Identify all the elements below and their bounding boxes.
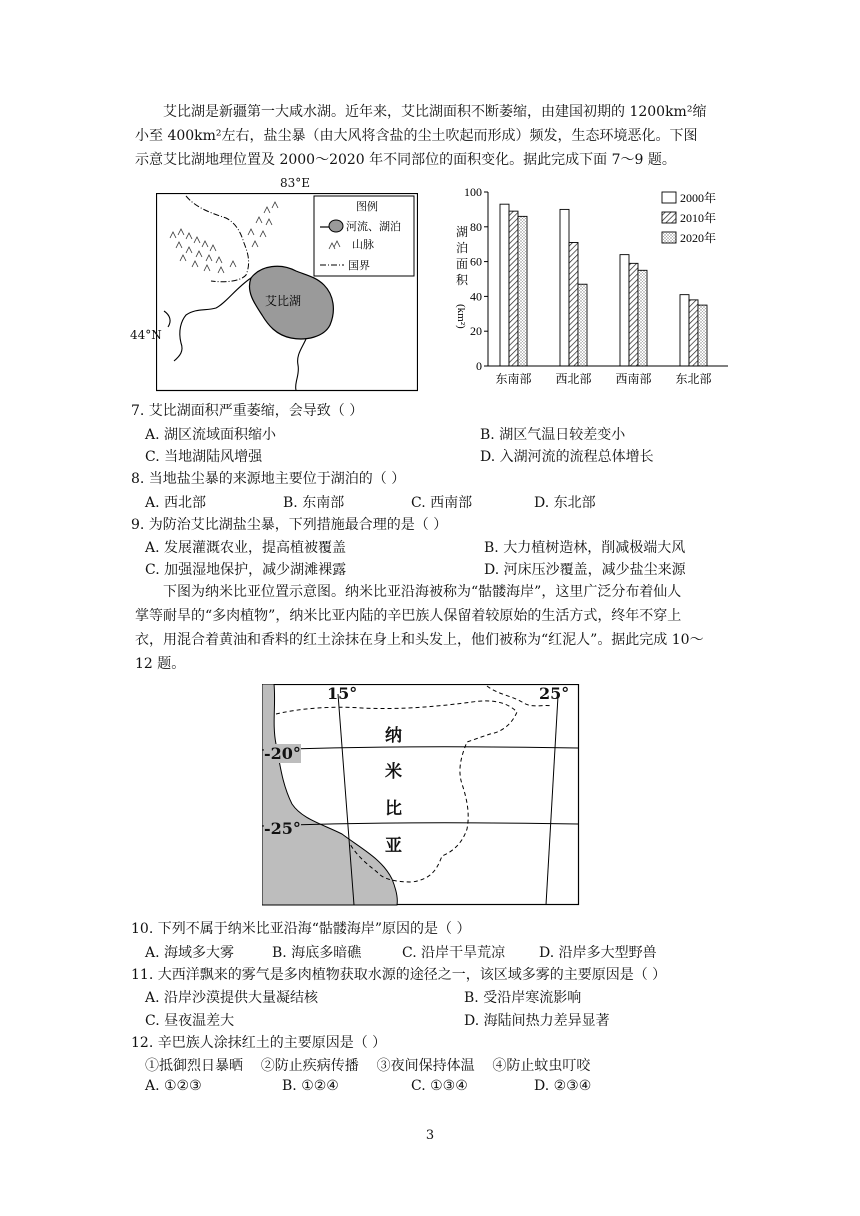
q12-option-c: C. ①③④	[411, 1078, 468, 1094]
y-tick-label: 60	[470, 254, 482, 269]
ebinur-lake-map	[156, 193, 418, 393]
q10-option-a: A. 海域多大雾	[145, 945, 235, 961]
bar-西北部-2010年	[569, 242, 578, 366]
q7-option-b: B. 湖区气温日较差变小	[480, 427, 626, 443]
lake-area-bar-chart	[448, 180, 738, 392]
q8-option-c: C. 西南部	[411, 495, 473, 511]
map2-lat-20-label: -20°	[264, 744, 301, 763]
question-8-stem: 8. 当地盐尘暴的来源地主要位于湖泊的（ ）	[131, 471, 406, 487]
bar-西南部-2010年	[629, 263, 638, 366]
legend-title: 图例	[356, 201, 378, 213]
country-char-2: 米	[385, 762, 402, 782]
x-tick-label: 西南部	[615, 372, 652, 386]
x-tick-label: 东南部	[495, 372, 532, 386]
bar-东南部-2020年	[518, 216, 527, 366]
map1-lat-label: 44°N	[130, 328, 162, 342]
question-9-stem: 9. 为防治艾比湖盐尘暴，下列措施最合理的是（ ）	[131, 517, 448, 533]
bar-东北部-2010年	[689, 300, 698, 366]
page-number: 3	[425, 1128, 435, 1143]
passage-1-line-3: 示意艾比湖地理位置及 2000～2020 年不同部位的面积变化。据此完成下面 7～9 题。	[135, 152, 676, 168]
question-7-stem: 7. 艾比湖面积严重萎缩，会导致（ ）	[131, 403, 364, 419]
q7-option-c: C. 当地湖陆风增强	[145, 449, 263, 465]
passage-2-line-3: 衣，用混合着黄油和香料的红土涂抹在身上和头发上，他们被称为“红泥人”。据此完成 10～	[135, 632, 704, 648]
q9-option-a: A. 发展灌溉农业，提高植被覆盖	[145, 540, 347, 556]
legend-mountain-label: 山脉	[352, 239, 374, 251]
map2-lon-25-label: 25°	[539, 684, 570, 703]
y-tick-label: 20	[470, 324, 482, 339]
map1-lon-label: 83°E	[280, 176, 311, 190]
chart-bars	[500, 204, 707, 366]
question-10-stem: 10. 下列不属于纳米比亚沿海“骷髅海岸”原因的是（ ）	[131, 921, 471, 937]
y-axis-label-char: 泊	[456, 241, 469, 255]
question-12-stem: 12. 辛巴族人涂抹红土的主要原因是（ ）	[131, 1035, 387, 1051]
q9-option-b: B. 大力植树造林，削减极端大风	[484, 540, 686, 556]
y-axis-label-unit: (km²)	[455, 304, 467, 329]
legend-swatch-2010年	[662, 212, 676, 223]
bar-东南部-2010年	[509, 211, 518, 366]
passage-2	[135, 580, 725, 676]
passage-1-line-1: 艾比湖是新疆第一大咸水湖。近年来，艾比湖面积不断萎缩，由建国初期的 1200km²缩	[163, 104, 707, 120]
passage-2-line-4: 12 题。	[135, 656, 186, 672]
q12-option-a: A. ①②③	[145, 1078, 202, 1094]
q12-statements: ①抵御烈日暴晒 ②防止疾病传播 ③夜间保持体温 ④防止蚊虫叮咬	[145, 1058, 591, 1074]
bar-东南部-2000年	[500, 204, 509, 366]
q8-option-a: A. 西北部	[145, 495, 207, 511]
q12-option-d: D. ②③④	[534, 1078, 592, 1094]
y-axis-label-char: 面	[456, 257, 469, 271]
q11-option-d: D. 海陆间热力差异显著	[464, 1013, 610, 1029]
q8-option-d: D. 东北部	[534, 495, 596, 511]
legend-river-lake-label: 河流、湖泊	[346, 221, 401, 233]
y-axis-label-char: 湖	[456, 225, 469, 239]
q10-option-c: C. 沿岸干旱荒凉	[402, 945, 506, 961]
passage-2-line-2: 掌等耐旱的“多肉植物”，纳米比亚内陆的辛巴族人保留着较原始的生活方式，终年不穿上	[135, 608, 682, 624]
q10-option-d: D. 沿岸多大型野兽	[539, 945, 657, 961]
q11-option-c: C. 昼夜温差大	[145, 1013, 235, 1029]
legend-label: 2020年	[680, 231, 717, 245]
legend-swatch-2020年	[662, 232, 676, 243]
passage-2-line-1: 下图为纳米比亚位置示意图。纳米比亚沿海被称为“骷髅海岸”，这里广泛分布着仙人	[163, 584, 682, 600]
legend-border-label: 国界	[348, 260, 370, 272]
bar-西北部-2000年	[560, 209, 569, 366]
q11-option-a: A. 沿岸沙漠提供大量凝结核	[145, 990, 319, 1006]
x-tick-label: 东北部	[675, 372, 712, 386]
country-char-1: 纳	[385, 726, 402, 746]
bar-东北部-2020年	[698, 305, 707, 366]
bar-西南部-2020年	[638, 270, 647, 366]
namibia-map	[262, 684, 580, 906]
y-tick-label: 40	[470, 289, 482, 304]
q7-option-d: D. 入湖河流的流程总体增长	[480, 449, 654, 465]
map2-lon-15-label: 15°	[327, 684, 358, 703]
passage-1	[135, 100, 725, 172]
passage-1-line-2: 小至 400km²左右，盐尘暴（由大风将含盐的尘土吹起而形成）频发，生态环境恶化。下图	[135, 128, 698, 144]
map2-lat-25-label: -25°	[264, 819, 301, 838]
bar-东北部-2000年	[680, 295, 689, 366]
country-char-4: 亚	[385, 836, 402, 856]
lake-label: 艾比湖	[265, 294, 302, 308]
chart-legend	[662, 190, 716, 245]
x-tick-label: 西北部	[555, 372, 592, 386]
country-char-3: 比	[385, 799, 402, 819]
legend-label: 2010年	[680, 211, 717, 225]
legend-lake-swatch	[329, 220, 343, 232]
bar-西南部-2000年	[620, 255, 629, 366]
legend-label: 2000年	[680, 191, 717, 205]
q9-option-d: D. 河床压沙覆盖，减少盐尘来源	[484, 562, 686, 578]
q7-option-a: A. 湖区流域面积缩小	[145, 427, 277, 443]
bar-西北部-2020年	[578, 284, 587, 366]
question-11-stem: 11. 大西洋飘来的雾气是多肉植物获取水源的途径之一，该区域多雾的主要原因是（ ）	[131, 967, 667, 983]
q10-option-b: B. 海底多暗礁	[272, 945, 362, 961]
y-axis-label-char: 积	[456, 273, 469, 287]
q9-option-c: C. 加强湿地保护，减少湖滩裸露	[145, 562, 347, 578]
y-tick-label: 80	[470, 219, 482, 234]
legend-swatch-2000年	[662, 192, 676, 203]
q11-option-b: B. 受沿岸寒流影响	[464, 990, 582, 1006]
q12-option-b: B. ①②④	[282, 1078, 339, 1094]
y-tick-label: 0	[476, 359, 482, 373]
y-tick-label: 100	[464, 185, 482, 199]
q8-option-b: B. 东南部	[283, 495, 345, 511]
